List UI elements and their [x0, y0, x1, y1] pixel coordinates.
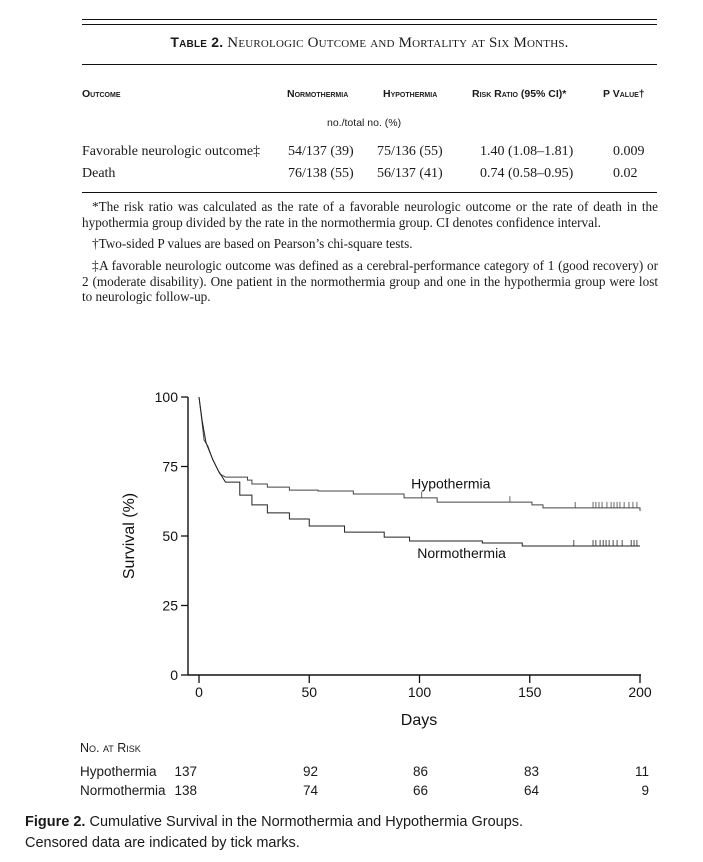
table-units: no./total no. (%) [327, 117, 402, 129]
series-label-hypothermia: Hypothermia [411, 475, 491, 492]
y-tick-label: 25 [162, 597, 178, 614]
at-risk-value: 137 [174, 764, 197, 779]
col-header-hypothermia: Hypothermia [383, 88, 438, 100]
x-tick-label: 150 [518, 684, 542, 700]
y-axis-label: Survival (%) [121, 492, 138, 580]
at-risk-group: Hypothermia [80, 764, 157, 779]
y-tick-label: 50 [162, 528, 178, 544]
x-tick-label: 200 [628, 684, 652, 700]
x-tick-label: 50 [301, 684, 318, 700]
censor-marks [422, 492, 637, 546]
cell-normothermia: 76/138 (55) [288, 166, 354, 181]
at-risk-value: 92 [302, 764, 318, 779]
y-tick-label: 0 [170, 667, 178, 683]
cell-normothermia: 54/137 (39) [288, 144, 354, 159]
figure-caption [25, 812, 585, 854]
col-header-risk-ratio: Risk Ratio (95% CI)* [472, 88, 567, 100]
at-risk-value: 66 [412, 783, 428, 798]
x-axis-label: Days [400, 712, 438, 729]
at-risk-value: 11 [634, 764, 649, 779]
curve-normothermia [199, 397, 640, 546]
curve-hypothermia [199, 397, 640, 511]
at-risk-value: 83 [523, 764, 539, 779]
table-label: Table 2. [170, 34, 224, 50]
footnote-p-value: †Two-sided P values are based on Pearson’s chi-square tests. [92, 236, 413, 251]
table-title-text: Neurologic Outcome and Mortality at Six Months. [227, 35, 569, 51]
col-header-outcome: Outcome [82, 88, 121, 100]
at-risk-value: 138 [174, 783, 197, 798]
y-ticks [155, 389, 188, 683]
y-tick-label: 75 [162, 458, 178, 475]
footnote-risk-ratio: *The risk ratio was calculated as the rate of a favorable neurologic outcome or the rate of death in the hypothermia group divided by the rate in the normothermia group. CI denotes confidence interval. [82, 199, 658, 230]
chart-axes [188, 397, 641, 675]
cell-outcome: Favorable neurologic outcome‡ [82, 144, 261, 159]
at-risk-value: 74 [302, 783, 318, 798]
x-tick-label: 100 [407, 684, 432, 700]
at-risk-header: No. at Risk [80, 741, 141, 755]
at-risk-value: 9 [641, 783, 649, 798]
x-tick-label: 0 [195, 684, 203, 700]
footnote-favorable-outcome: ‡A favorable neurologic outcome was defined as a cerebral-performance category of 1 (good recovery) or 2 (moderate disability). One patient in the normothermia group and one in the hypothermia group were lost to neurologic follow-up. [82, 258, 658, 304]
col-header-p-value: P Value† [603, 88, 645, 100]
cell-p-value: 0.02 [613, 166, 638, 181]
cell-risk-ratio: 0.74 (0.58–0.95) [480, 166, 574, 181]
cell-outcome: Death [82, 166, 116, 181]
y-tick-label: 100 [154, 389, 178, 405]
at-risk-group: Normothermia [80, 783, 166, 798]
figure-label: Figure 2. [25, 814, 86, 830]
cell-risk-ratio: 1.40 (1.08–1.81) [480, 144, 574, 159]
col-header-normothermia: Normothermia [287, 88, 349, 100]
x-ticks [195, 675, 652, 700]
survival-curves [199, 397, 640, 546]
cell-p-value: 0.009 [613, 144, 645, 159]
series-label-normothermia: Normothermia [417, 545, 506, 562]
figure-caption-text: Cumulative Survival in the Normothermia and Hypothermia Groups. Censored data are indicated by tick marks. [25, 814, 524, 851]
cell-hypothermia: 56/137 (41) [377, 166, 443, 181]
at-risk-value: 64 [523, 783, 539, 798]
at-risk-value: 86 [412, 764, 428, 779]
cell-hypothermia: 75/136 (55) [377, 144, 443, 159]
